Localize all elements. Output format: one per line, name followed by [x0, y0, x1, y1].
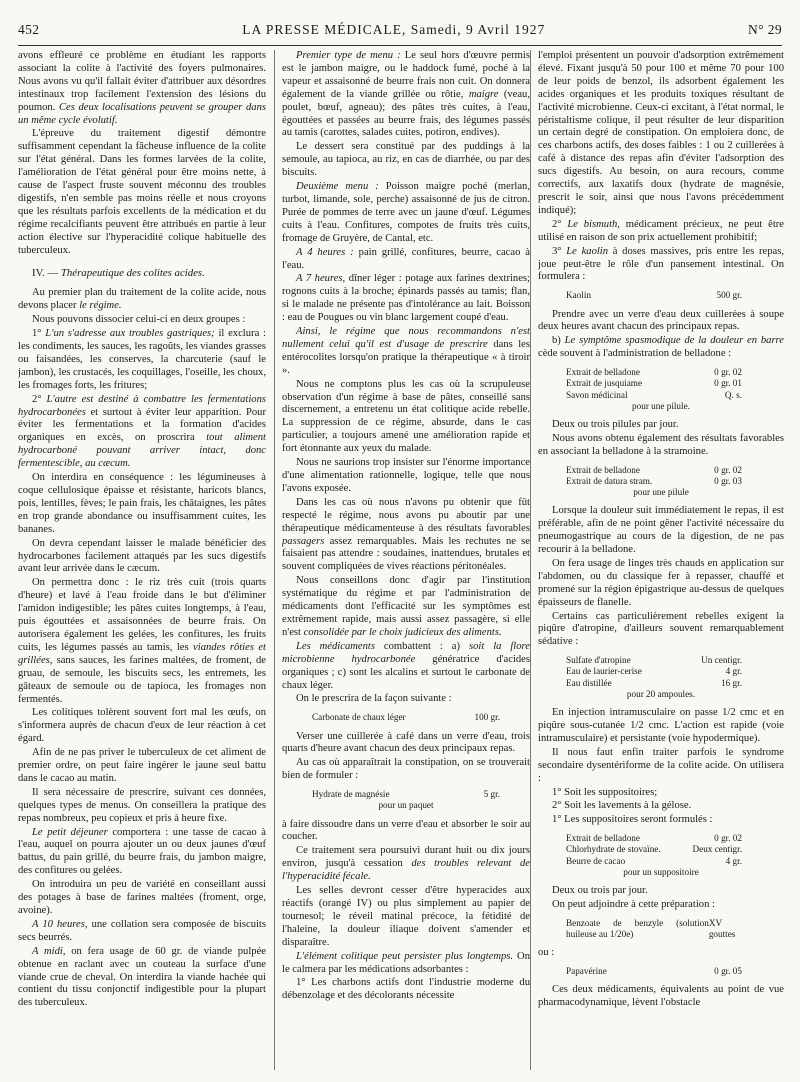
paragraph: Dans les cas où nous n'avons pu obtenir que fût respecté le régime, nous avons pu aboutir par une thérapeutique médicamenteuse à des résultats favorables passagers assez remarquables. Mais les rechutes ne se faisaient pas attendre : soudaines, inattendues, brutales et souvent compliquées de vives réactions péritonéales. — [282, 496, 530, 573]
drug-name: Sulfate d'atropine — [566, 655, 631, 666]
drug-name: Benzoate de benzyle (solution huileuse au 1/20e) — [566, 917, 709, 940]
paragraph: Prendre avec un verre d'eau deux cuillerées à soupe deux heures avant chacun des principaux repas. — [538, 308, 784, 333]
drug-name: Extrait de belladone — [566, 367, 640, 378]
column-3 — [538, 50, 784, 1078]
drug-dose: 0 gr. 02 — [714, 464, 742, 475]
header-rule — [18, 45, 782, 46]
prescription — [538, 918, 784, 940]
paragraph: à faire dissoudre dans un verre d'eau et absorber le soir au coucher. — [282, 818, 530, 843]
paragraph: Les médicaments combattent : a) soit la flore microbienne hydrocarbonée génératrice d'acides organiques ; c) sont les alcalins et surtout le carbonate de chaux léger. — [282, 640, 530, 691]
journal-title: LA PRESSE MÉDICALE, Samedi, 9 Avril 1927 — [242, 22, 546, 37]
prescription — [538, 655, 784, 700]
drug-name: Beurre de cacao — [566, 855, 626, 866]
drug-dose: Q. s. — [724, 389, 742, 400]
prescription — [538, 833, 784, 878]
paragraph: A 4 heures : pain grillé, confitures, beurre, cacao à l'eau. — [282, 246, 530, 271]
page-header — [18, 22, 782, 44]
paragraph: Deux ou trois par jour. — [552, 885, 648, 897]
paragraph: avons effleuré ce problème en étudiant les rapports associant la colite à l'activité des foyers pulmonaires. Nous avons vu qu'il fallait éviter d'attribuer aux désordres intestinaux trop facilement l'extension des lésions du poumon. Ces deux localisations peuvent se grouper dans un même cycle évolutif. — [18, 50, 266, 126]
paragraph: 2° L'autre est destiné à combattre les fermentations hydrocarbonées et surtout à éviter leur apparition. Pour éviter les fermentations et la formation d'acides organiques en excès, on proscrira tout aliment hydrocarboné pouvant arriver intact, donc fermentescible, au cæcum. — [18, 393, 266, 470]
issue-number: N° 29 — [747, 22, 782, 37]
paragraph: On permettra donc : le riz très cuit (trois quarts d'heure) et lavé à l'eau froide dans le but d'éliminer l'amidon indigestible; les pâtes cuites longtemps, à l'eau, puis égouttées et assaisonnées de beurre frais. On autorisera également les gelées, les confitures, les fruits cuits, les légumes passés au tamis, les viandes rôties et grillées, sans sauces, les farines maltées, de froment, de gruau, de semoule, les biscuits secs, les entremets, les gâteaux de semoule ou de tapioca, les fromages non fermentés. — [18, 577, 266, 705]
paragraph: On peut adjoindre à cette préparation : — [552, 898, 715, 910]
paragraph: On interdira en conséquence : les légumineuses à coque cellulosique épaisse et résistante, haricots blancs, pois, lentilles, fèves; le pain frais, les châtaignes, les pâtes en trop grande abondance ou insuffisamment cuites, les bananes. — [18, 472, 266, 535]
prescription-note: pour 20 ampoules. — [626, 688, 696, 699]
prescription — [282, 789, 530, 811]
paragraph: 2° Soit les lavements à la gélose. — [552, 800, 692, 812]
paragraph: A midi, on fera usage de 60 gr. de viande pulpée obtenue en raclant avec un couteau la surface d'une viande crue de cheval. On interdira la viande hachée qui contient du tissu conjonctif indigestible pour la plupart des tuberculeux. — [18, 945, 266, 1009]
drug-dose: 0 gr. 02 — [714, 833, 742, 844]
paragraph: b) Le symptôme spasmodique de la douleur en barre cède souvent à l'administration de belladone : — [538, 335, 784, 360]
paragraph: 1° Les suppositoires seront formulés : — [552, 814, 713, 826]
paragraph: Le petit déjeuner comportera : une tasse de cacao à l'eau, auquel on pourra ajouter un ou deux jaunes d'œuf battus, du pain grillé, du beurre frais, du jambon maigre, des confitures ou gelées. — [18, 826, 266, 877]
paragraph: 1° L'un s'adresse aux troubles gastriques; il exclura : les condiments, les sauces, les ragoûts, les viandes grasses ou faisandées, les conserves, la charcuterie (sauf le jambon), les crustacés, les coquillages, l'oseille, les choux, les fromages forts, les fritures; — [18, 328, 266, 391]
drug-name: Eau de laurier-cerise — [566, 666, 642, 677]
prescription-note: pour une pilule — [633, 487, 689, 498]
drug-name: Chlorhydrate de stovaïne. — [566, 844, 661, 855]
paragraph: Ce traitement sera poursuivi durant huit ou dix jours environ, jusqu'à cessation des troubles relevant de l'hyperacidité fécale. — [282, 845, 530, 883]
paragraph: En injection intramusculaire on passe 1/2 cmc et en piqûre sous-cutanée 1/2 cmc. L'action est rapide (voie intramusculaire) et persistante (voie hypodermique). — [538, 707, 784, 744]
drug-dose: 0 gr. 01 — [714, 378, 742, 389]
paragraph: Deuxième menu : Poisson maigre poché (merlan, turbot, limande, sole, perche) assaisonné de jus de citron. Purée de pommes de terre avec un jaune d'œuf. Légumes cuits à l'eau. Confitures, compotes de fruits très cuits, fromage de Gruyère, de Cantal, etc. — [282, 181, 530, 244]
paragraph: A 7 heures, dîner léger : potage aux farines dextrines; rognons cuits à la broche; épinards passés au tamis; flan, si le malade ne présente pas d'intolérance au lait. Boisson : eau de Pougues ou vin blanc largement coupé d'eau. — [282, 273, 530, 324]
drug-name: Carbonate de chaux léger — [312, 712, 406, 723]
drug-dose: 16 gr. — [721, 677, 742, 688]
column-divider — [530, 50, 531, 1070]
paragraph: 1° Les charbons actifs dont l'industrie moderne du débenzolage et des décolorants nécessite — [282, 977, 530, 1002]
drug-dose: 500 gr. — [716, 290, 742, 301]
paragraph: l'emploi présentent un pouvoir d'adsorption extrêmement élevé. Fixant jusqu'à 50 pour 100 et même 70 pour 100 de leur poids de benzol, ils adsorbent également les acides organiques et les produits toxiques résultant de l'activité microbienne. Ceux-ci excitant, à l'état normal, le péristaltisme colique, il peut résulter de leur disparition un certain degré de constipation. On emploiera donc, de ces charbons actifs, des doses faibles : 1 ou 2 cuillerées à café à distance des repas afin d'éviter l'adsorption des sucs digestifs. Au besoin, on aura recours, comme correctifs, aux laxatifs doux (hydrate de magnésie, prescrit le soir, ainsi que nous l'avons précédemment indiqué); — [538, 50, 784, 216]
drug-name: Extrait de jusquiame — [566, 378, 643, 389]
drug-name: Extrait de belladone — [566, 464, 640, 475]
prescription-note: pour un suppositoire — [623, 866, 699, 877]
paragraph: Nous conseillons donc d'agir par l'institution systématique du régime et par l'administration de médicaments dont l'efficacité sur les symptômes est extrêmement rapide, mais aussi assez passagère, si elle n'est consolidée par le choix judicieux des aliments. — [282, 575, 530, 638]
paragraph: Lorsque la douleur suit immédiatement le repas, il est préférable, afin de ne point gêner l'activité nécessaire du pneumogastrique au cours de la digestion, de ne pas recourir à la belladone. — [538, 505, 784, 555]
paragraph: Deux ou trois pilules par jour. — [552, 418, 679, 430]
paragraph: 1° Soit les suppositoires; — [552, 786, 658, 798]
drug-dose: 0 gr. 05 — [714, 966, 742, 977]
paragraph: Au cas où apparaîtrait la constipation, on se trouverait bien de formuler : — [282, 757, 530, 782]
paragraph: Les selles devront cesser d'être hyperacides aux réactifs (orangé IV) ou plus simplement au papier de tournesol; le réveil matinal précoce, la fétidité de l'haleine, la douleur iliaque doivent s'amender et disparaître. — [282, 885, 530, 948]
prescription — [282, 712, 530, 723]
drug-dose: 4 gr. — [725, 666, 742, 677]
prescription — [538, 465, 784, 499]
drug-dose: Un centigr. — [701, 655, 742, 666]
column-2 — [282, 50, 530, 1078]
paragraph: Les colitiques tolèrent souvent fort mal les œufs, on s'informera auprès de chacun d'eux de leur réaction à cet égard. — [18, 707, 266, 745]
paragraph: Il sera nécessaire de prescrire, suivant ces données, quelques types de menus. On conseillera la pratique des repas nombreux, peu copieux et pris à heure fixe. — [18, 786, 266, 824]
paragraph: Nous ne comptons plus les cas où la scrupuleuse observation d'un régime à base de pâtes, conseillé sans discernement, a entretenu un état colitique acide rebelle. La suppression de ce régime, absurde, dans le cas particulier, a toujours amené une amélioration rapide et fort étonnante aux yeux du malade. — [282, 378, 530, 455]
drug-name: Extrait de datura stram. — [566, 475, 653, 486]
prescription — [538, 367, 784, 412]
paragraph: On devra cependant laisser le malade bénéficier des hydrocarbones facilement attaqués par les sucs digestifs avant leur arrivée dans le cæcum. — [18, 537, 266, 575]
paragraph: On introduira un peu de variété en conseillant aussi des potages à base de farines maltées (froment, orge, avoine). — [18, 879, 266, 916]
prescription-note: pour une pilule. — [632, 400, 690, 411]
paragraph: Au premier plan du traitement de la colite acide, nous devons placer le régime. — [18, 287, 266, 312]
drug-name: Kaolin — [566, 290, 592, 301]
paragraph: Il nous faut enfin traiter parfois le syndrome secondaire dysentériforme de la colite acide. On utilisera : — [538, 746, 784, 784]
paragraph: Ainsi, le régime que nous recommandons n'est nullement celui qu'il est d'usage de prescrire dans les entérocolites lorsqu'on pratique la thérapeutique « à tiroir ». — [282, 326, 530, 376]
column-divider — [274, 50, 275, 1070]
paragraph: L'élément colitique peut persister plus longtemps. On le calmera par les médications adsorbantes : — [282, 950, 530, 975]
paragraph: Premier type de menu : Le seul hors d'œuvre permis est le jambon maigre, ou le haddock fumé, poché à la vapeur et assaisonné de beurre frais non cuit. On donnera également de la viande grillée ou rôtie, maigre (veau, poulet, bœuf, agneau); des pâtes très cuites, à l'eau, égouttées et passées au beurre frais, des légumes passés au tamis (carottes, salades cuites, potiron, endives). — [282, 50, 530, 139]
paragraph: Certains cas particulièrement rebelles exigent la piqûre d'atropine, d'ailleurs souvent remarquablement sédative : — [538, 610, 784, 648]
drug-dose: 100 gr. — [474, 712, 500, 723]
drug-name: Eau distillée — [566, 677, 612, 688]
paragraph: Le dessert sera constitué par des puddings à la semoule, au tapioca, au riz, en cas de diarrhée, ou par des biscuits. — [282, 141, 530, 179]
prescription — [538, 966, 784, 977]
paragraph: Nous ne saurions trop insister sur l'énorme importance d'une alimentation rationnelle, logique, telle que nous l'avons exposée. — [282, 457, 530, 494]
drug-name: Savon médicinal — [566, 389, 628, 400]
page-number: 452 — [18, 22, 40, 37]
paragraph: On fera usage de linges très chauds en application sur l'abdomen, ou du classique fer à repasser, chauffé et promené sur la région épigastrique au-dessus de quelques épaisseurs de flanelle. — [538, 557, 784, 608]
paragraph: Ces deux médicaments, équivalents au point de vue pharmacodynamique, lèvent l'obstacle — [538, 984, 784, 1009]
paragraph: On le prescrira de la façon suivante : — [296, 693, 452, 705]
paragraph: 2° Le bismuth, médicament précieux, ne peut être utilisé en raison de son prix actuellement prohibitif; — [538, 218, 784, 243]
prescription — [538, 290, 784, 301]
drug-dose: 0 gr. 03 — [714, 475, 742, 486]
alternative-marker: ou : — [538, 947, 555, 959]
paragraph: Nous avons obtenu également des résultats favorables en associant la belladone à la stramoine. — [538, 432, 784, 457]
paragraph: A 10 heures, une collation sera composée de biscuits secs beurrés. — [18, 918, 266, 943]
drug-dose: 5 gr. — [483, 789, 500, 800]
drug-dose: 0 gr. 02 — [714, 367, 742, 378]
drug-name: Extrait de belladone — [566, 833, 640, 844]
paragraph: Afin de ne pas priver le tuberculeux de cet aliment de premier ordre, on peut faire ingérer le jaune seul battu dans le cacao au matin. — [18, 747, 266, 784]
section-heading: IV. — Thérapeutique des colites acides. — [32, 266, 205, 279]
drug-dose: Deux centigr. — [692, 844, 742, 855]
paragraph: Nous pouvons dissocier celui-ci en deux groupes : — [32, 314, 246, 326]
drug-dose: 4 gr. — [725, 855, 742, 866]
drug-dose: XV gouttes — [708, 917, 736, 940]
paragraph: L'épreuve du traitement digestif démontre suffisamment cependant la fâcheuse influence de la colite sur l'état général. Dans les formes larvées de la colite, l'amélioration de l'état général pour être moins nette, à cause de l'aspect fruste souvent méconnu des troubles digestifs, n'en semble pas moins réelle et nous croyons que les résultats parfois excellents de la médication et du régime recalcifiants peuvent être attribués en partie à leur action élective sur l'hyperacidité colique habituelle des tuberculeux. — [18, 128, 266, 256]
prescription-note: pour un paquet — [378, 800, 434, 811]
paragraph: Verser une cuillerée à café dans un verre d'eau, trois quarts d'heure avant chacun des deux principaux repas. — [282, 730, 530, 755]
paragraph: 3° Le kaolin à doses massives, pris entre les repas, joue peut-être le rôle d'un pansement intestinal. On formulera : — [538, 245, 784, 283]
column-1 — [18, 50, 266, 1078]
drug-name: Papavérine — [566, 966, 607, 977]
drug-name: Hydrate de magnésie — [312, 789, 390, 800]
